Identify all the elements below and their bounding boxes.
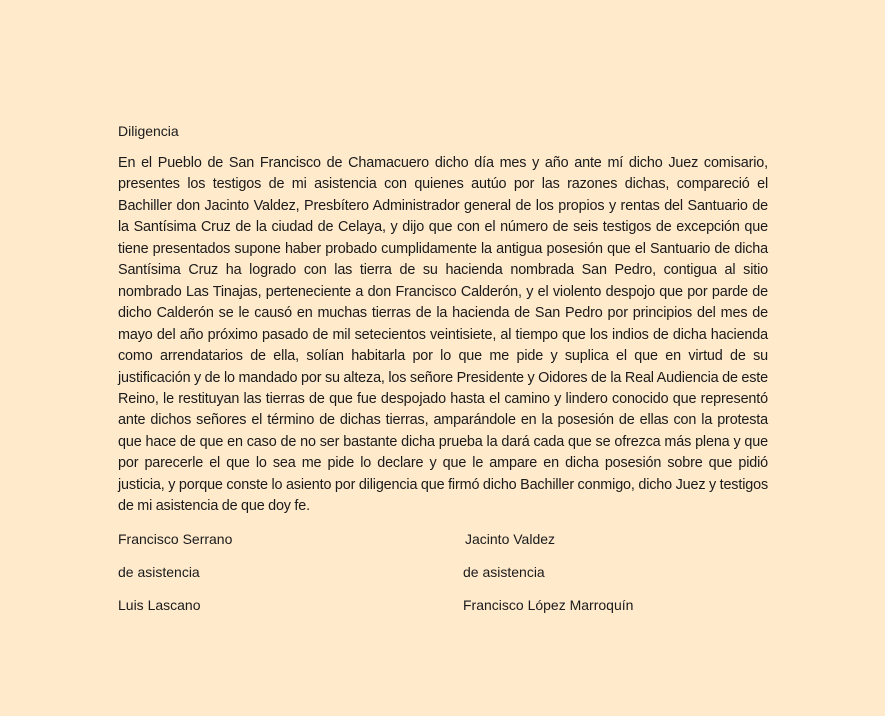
signature-luis-lascano: Luis Lascano <box>118 597 201 613</box>
signature-block <box>118 529 768 628</box>
signature-role-right: de asistencia <box>463 564 545 580</box>
signature-francisco-lopez-marroquin: Francisco López Marroquín <box>463 597 634 613</box>
signature-row-names <box>118 529 768 562</box>
signature-jacinto-valdez: Jacinto Valdez <box>465 531 556 547</box>
signature-row-witnesses <box>118 595 768 628</box>
document-body <box>118 121 768 518</box>
document-heading: Diligencia <box>118 123 179 139</box>
signature-row-roles <box>118 562 768 595</box>
signature-role-left: de asistencia <box>118 564 200 580</box>
signature-francisco-serrano: Francisco Serrano <box>118 531 233 547</box>
document-paragraph: En el Pueblo de San Francisco de Chamacuero dicho día mes y año ante mí dicho Juez comisario, presentes los testigos de mi asistencia con quienes autúo por las razones dichas, compareció el Bachiller don Jacinto Valdez, Presbítero Administrador general de los propios y rentas del Santuario de la Santísima Cruz de la ciudad de Celaya, y dijo que con el número de seis testigos de excepción que tiene presentados supone haber probado cumplidamente la antigua posesión que el Santuario de dicha Santísima Cruz ha logrado con las tierra de su hacienda nombrada San Pedro, contigua al sitio nombrado Las Tinajas, perteneciente a don Francisco Calderón, y el violento despojo que por parde de dicho Calderón se le causó en muchas tierras de la hacienda de San Pedro por principios del mes de mayo del año próximo pasado de mil setecientos veintisiete, al tiempo que los indios de dicha hacienda como arrendatarios de ella, solían habitarla por lo que me pide y suplica el que en virtud de su justificación y de lo mandado por su alteza, los señore Presidente y Oidores de la Real Audiencia de este Reino, le restituyan las tierras de que fue despojado hasta el camino y lindero conocido que representó ante dichos señores el término de dichas tierras, amparándole en la posesión de ellas con la protesta que hace de que en caso de no ser bastante dicha prueba la dará cada que se ofrezca más plena y que por parecerle el que lo sea me pide lo declare y que le ampare en dicha posesión sobre que pidió justicia, y porque conste lo asiento por diligencia que firmó dicho Bachiller conmigo, dicho Juez y testigos de mi asistencia de que doy fe. <box>118 155 768 515</box>
